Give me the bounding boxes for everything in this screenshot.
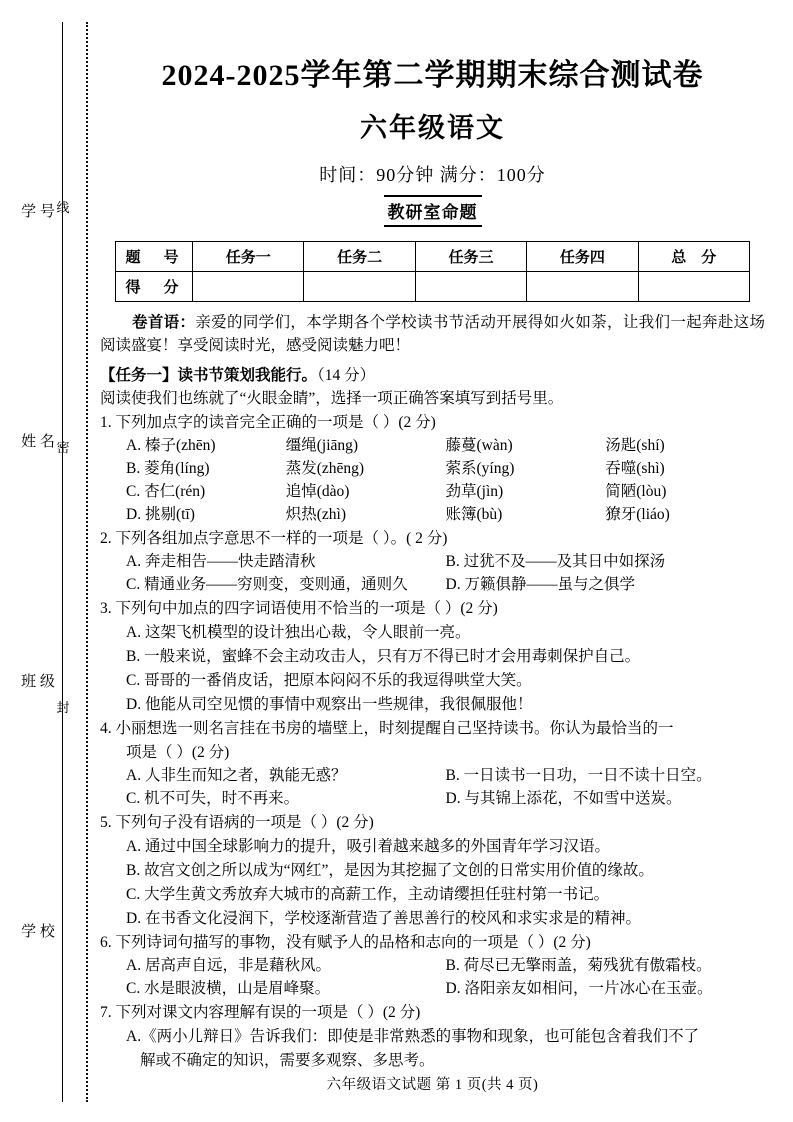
stamp-wrapper	[100, 195, 765, 227]
option-item[interactable]: B. 一日读书一日功，一日不读十日空。	[445, 767, 712, 784]
option-item-cont: 解或不确定的知识，需要多观察、多思考。	[140, 1052, 435, 1069]
option-item[interactable]: D. 与其锦上添花，不如雪中送炭。	[445, 790, 682, 807]
question-stem: 1. 下列加点字的读音完全正确的一项是（ ）(2 分)	[100, 414, 436, 431]
question-options-row	[100, 787, 765, 810]
option-item[interactable]: D. 挑剔(tī)	[126, 506, 195, 523]
option-item[interactable]: C. 哥哥的一番俏皮话，把原本闷闷不乐的我逗得哄堂大笑。	[126, 672, 532, 689]
student-id-label-char1: 学 号	[21, 204, 55, 220]
question-options-row	[100, 977, 765, 1000]
option-item[interactable]: D. 万籁俱静——虽与之俱学	[445, 576, 635, 593]
question-options-row	[100, 434, 765, 457]
option-item[interactable]: 萦系(yíng)	[445, 460, 515, 477]
question-options-row	[100, 550, 765, 573]
option-item[interactable]: B. 荷尽已无擎雨盖，菊残犹有傲霜枝。	[445, 957, 712, 974]
field-school: 学 校	[21, 924, 55, 940]
option-item[interactable]: 账簿(bù)	[445, 506, 503, 523]
option-item[interactable]: A. 居高声自远，非是藉秋风。	[126, 957, 331, 974]
option-item[interactable]: 劲草(jìn)	[445, 483, 504, 500]
score-input-cell[interactable]	[304, 272, 415, 302]
intro-paragraph	[100, 311, 765, 357]
question-options-row	[100, 573, 765, 596]
score-input-cell[interactable]	[527, 272, 638, 302]
option-item[interactable]: A. 人非生而知之者，孰能无惑？	[126, 767, 347, 784]
option-item[interactable]: B. 菱角(líng)	[126, 460, 210, 477]
option-item[interactable]: 獠牙(liáo)	[605, 506, 670, 523]
issuer-stamp: 教研室命题	[384, 195, 482, 227]
question-options-row	[100, 480, 765, 503]
seal-line-bottom: 密	[56, 440, 70, 455]
option-item[interactable]: 简陋(lòu)	[605, 483, 667, 500]
question-stem: 5. 下列句子没有语病的一项是（ ）(2 分)	[100, 814, 374, 831]
option-item[interactable]: B. 过犹不及——及其日中如探汤	[445, 553, 666, 570]
question-stem: 7. 下列对课文内容理解有误的一项是（ ）(2 分)	[100, 1004, 421, 1021]
question-options-row	[100, 954, 765, 977]
margin-dotted-line	[86, 22, 88, 1102]
score-input-cell[interactable]	[415, 272, 526, 302]
table-row-score	[116, 272, 750, 302]
option-item[interactable]: 炽热(zhì)	[285, 506, 347, 523]
margin-vertical-line	[62, 22, 63, 1102]
field-name: 姓 名	[21, 434, 55, 450]
intro-label: 卷首语：	[132, 314, 196, 331]
option-item[interactable]: C. 机不可失，时不再来。	[126, 790, 300, 807]
score-cell: 题 号	[116, 242, 193, 272]
score-cell: 任务一	[193, 242, 304, 272]
option-item[interactable]: C. 水是眼波横，山是眉峰聚。	[126, 980, 331, 997]
option-item[interactable]: 蒸发(zhēng)	[285, 460, 365, 477]
table-row-header	[116, 242, 750, 272]
option-item[interactable]: A. 榛子(zhēn)	[126, 437, 216, 454]
page-title: 2024-2025学年第二学期期末综合测试卷	[161, 59, 704, 92]
option-item[interactable]: 追悼(dào)	[285, 483, 350, 500]
score-cell: 任务四	[527, 242, 638, 272]
option-item[interactable]: D. 在书香文化浸润下，学校逐渐营造了善思善行的校风和求实求是的精神。	[126, 910, 641, 927]
question-options-row	[100, 764, 765, 787]
task1-lead: 阅读使我们也练就了“火眼金睛”，选择一项正确答案填写到括号里。	[100, 390, 564, 407]
seal-line-mid: 封	[56, 700, 70, 715]
option-item[interactable]: B. 一般来说，蜜蜂不会主动攻击人，只有万不得已时才会用毒刺保护自己。	[126, 648, 641, 665]
question-options-row	[100, 503, 765, 526]
task1-heading	[100, 364, 765, 387]
score-cell: 任务三	[415, 242, 526, 272]
option-item[interactable]: D. 他能从司空见惯的事情中观察出一些规律，我很佩服他！	[126, 696, 533, 713]
score-cell: 得 分	[116, 272, 193, 302]
option-item[interactable]: 藤蔓(wàn)	[445, 437, 513, 454]
left-margin-strip	[0, 0, 96, 1122]
question-options-row	[100, 457, 765, 480]
option-item[interactable]: A. 奔走相告——快走踏清秋	[126, 553, 316, 570]
option-item[interactable]: 吞噬(shì)	[605, 460, 665, 477]
exam-meta: 时间：90分钟 满分：100分	[319, 165, 546, 185]
subject-title: 六年级语文	[360, 113, 505, 143]
option-item[interactable]: C. 大学生黄文秀放弃大城市的高薪工作，主动请缨担任驻村第一书记。	[126, 886, 610, 903]
seal-line-top: 线	[56, 200, 70, 215]
task1-score: （14 分）	[317, 367, 376, 384]
field-class: 班 级	[21, 674, 55, 690]
field-student-id-underline	[18, 255, 58, 279]
question-stem: 4. 小丽想选一则名言挂在书房的墙壁上，时刻提醒自己坚持读书。你认为最恰当的一	[100, 720, 674, 737]
option-item[interactable]: B. 故宫文创之所以成为“网红”，是因为其挖掘了文创的日常实用价值的缘故。	[126, 862, 654, 879]
question-stem: 2. 下列各组加点字意思不一样的一项是（ ）。( 2 分)	[100, 530, 448, 547]
option-item[interactable]: A. 这架飞机模型的设计独出心裁，令人眼前一亮。	[126, 624, 471, 641]
option-item[interactable]: C. 杏仁(rén)	[126, 483, 206, 500]
question-stem-cont: 项是（ ）(2 分)	[126, 744, 230, 761]
score-table	[115, 241, 750, 302]
page-footer: 六年级语文试题 第 1 页(共 4 页)	[326, 1077, 539, 1093]
option-item[interactable]: A.《两小儿辩日》告诉我们：即使是非常熟悉的事物和现象，也可能包含着我们不了	[126, 1028, 700, 1045]
question-stem: 6. 下列诗词句描写的事物，没有赋予人的品格和志向的一项是（ ）(2 分)	[100, 934, 591, 951]
option-item[interactable]: D. 洛阳亲友如相问，一片冰心在玉壶。	[445, 980, 713, 997]
score-input-cell[interactable]	[193, 272, 304, 302]
score-cell: 任务二	[304, 242, 415, 272]
option-item[interactable]: 汤匙(shí)	[605, 437, 665, 454]
task1-title: 【任务一】读书节策划我能行。	[100, 367, 318, 384]
main-content	[100, 0, 765, 1122]
question-stem: 3. 下列句中加点的四字词语使用不恰当的一项是（ ）(2 分)	[100, 600, 498, 617]
intro-text: 亲爱的同学们，本学期各个学校读书节活动开展得如火如荼，让我们一起奔赴这场阅读盛宴！享受阅读时光，感受阅读魅力吧！	[100, 314, 765, 354]
option-item[interactable]: 缰绳(jiāng)	[285, 437, 359, 454]
option-item[interactable]: C. 精通业务——穷则变，变则通，通则久	[126, 576, 408, 593]
option-item[interactable]: A. 通过中国全球影响力的提升，吸引着越来越多的外国青年学习汉语。	[126, 838, 610, 855]
score-input-cell[interactable]	[638, 272, 749, 302]
score-cell: 总 分	[638, 242, 749, 272]
